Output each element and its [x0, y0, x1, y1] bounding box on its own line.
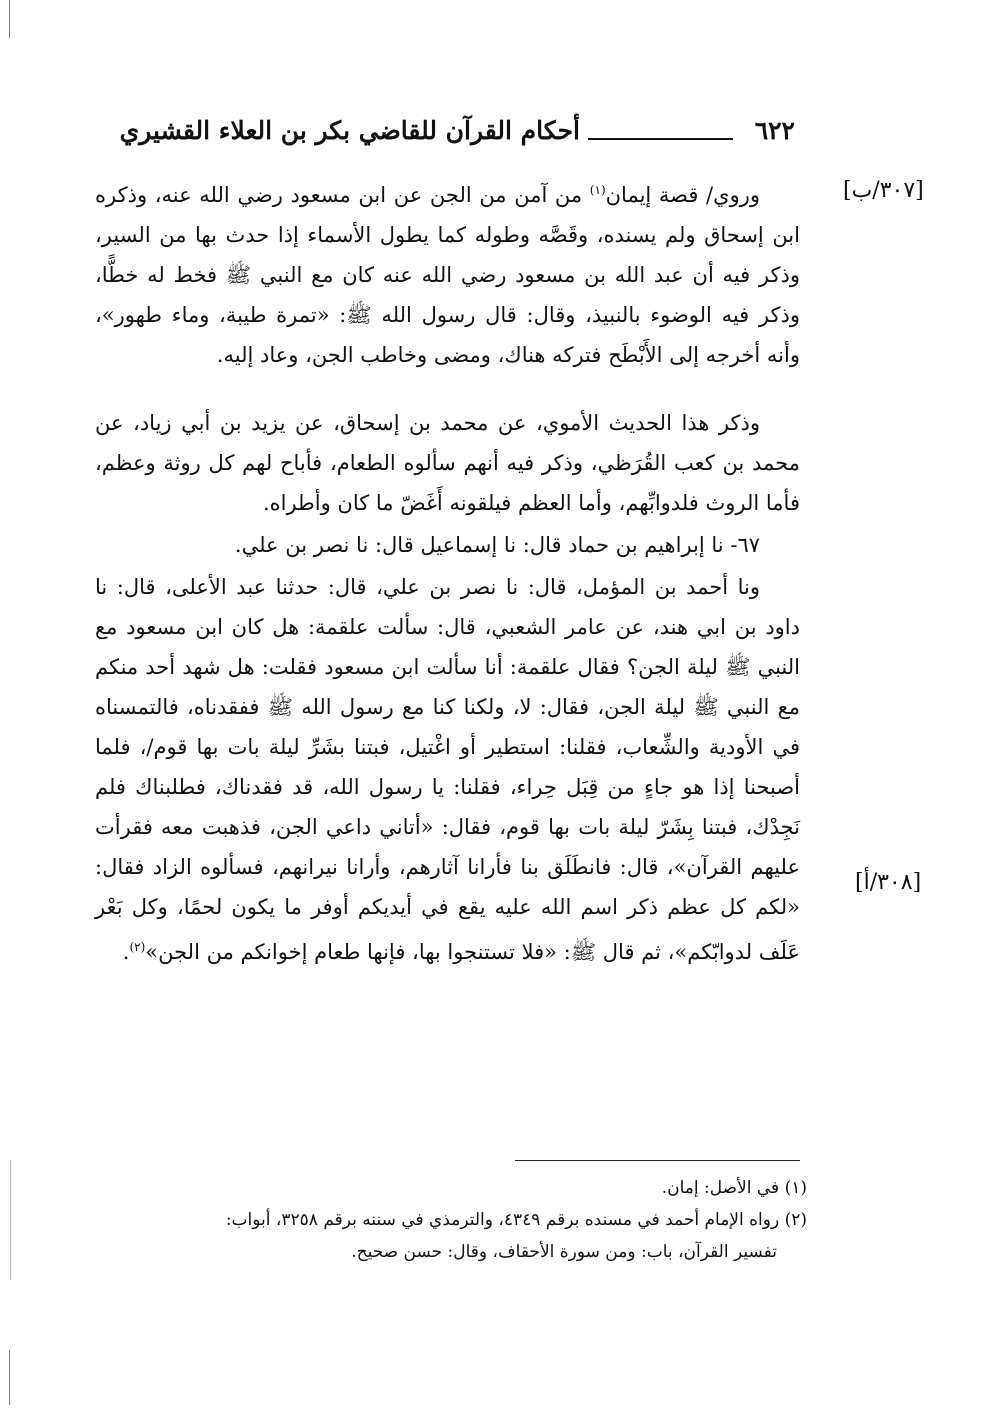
footnote-2 [95, 1204, 807, 1268]
footnote-1: (١) في الأصل: إمان. [661, 1178, 807, 1198]
footnote-ref-2: (٢) [129, 940, 146, 954]
scan-edge-top [9, 0, 10, 38]
scan-edge-mid [10, 1160, 11, 1280]
page-number: ٦٢٢ [754, 116, 795, 145]
header-rule [588, 138, 733, 140]
running-title: أحكام القرآن للقاضي بكر بن العلاء القشيري [119, 116, 580, 145]
footnote-2-line-2: تفسير القرآن، باب: ومن سورة الأحقاف، وقال: حسن صحيح. [351, 1242, 777, 1262]
page-header [90, 112, 795, 172]
margin-reference-2: [٣٠٨/أ] [855, 870, 922, 895]
footnotes [95, 1172, 807, 1268]
paragraph-1-rest: من آمن من الجن عن ابن مسعود رضي الله عنه، وذكره ابن إسحاق ولم يسنده، وقَصَّه وطوله كما يطول الأسماء إذا حدث بها من السير، وذكر فيه أن عبد الله بن مسعود رضي الله عنه كان مع النبي ﷺ فخط له خطًّا، وذكر فيه الوضوء بالنبيذ، وقال: قال رسول الله ﷺ: «تمرة طيبة، وماء طهور»، وأنه أخرجه إلى الأَبْطَح فتركه هناك، ومضى وخاطب الجن، وعاد إليه. [95, 183, 800, 367]
margin-reference-1: [٣٠٧/ب] [843, 178, 924, 203]
footnote-separator [515, 1160, 800, 1161]
paragraph-1 [95, 170, 800, 375]
paragraph-1-start: وروي/ قصة إيمان [605, 183, 760, 207]
paragraph-4 [95, 567, 800, 972]
paragraph-4-text: ونا أحمد بن المؤمل، قال: نا نصر بن علي، قال: حدثنا عبد الأعلى، قال: نا داود بن ابي هند، عن عامر الشعبي، قال: سألت علقمة: هل كان ابن مسعود مع النبي ﷺ ليلة الجن؟ فقال علقمة: أنا سألت ابن مسعود فقلت: هل شهد أحد منكم مع النبي ﷺ ليلة الجن، فقال: لا، ولكنا كنا مع رسول الله ﷺ ففقدناه، فالتمسناه في الأودية والشِّعاب، فقلنا: استطير أو اغْتيل، فبتنا بشَرِّ ليلة بات بها قوم/، فلما أصبحنا إذا هو جاءٍ من قِبَل حِراء، فقلنا: يا رسول الله، قد فقدناك، فطلبناك فلم نَجِدْك، فبتنا بِشَرّ ليلة بات بها قوم، فقال: «أتاني داعي الجن، فذهبت معه فقرأت عليهم القرآن»، قال: فانطَلَق بنا فأرانا آثارهم، وأرانا نيرانهم، فسألوه الزاد فقال: «لكم كل عظم ذكر اسم الله عليه يقع في أيديكم أوفر ما يكون لحمًا، وكل بَعْر عَلَف لدوابّكم»، ثم قال ﷺ: «فلا تستنجوا بها، فإنها طعام إخوانكم من الجن» [95, 575, 800, 964]
main-text [95, 170, 800, 972]
paragraph-3: ٦٧- نا إبراهيم بن حماد قال: نا إسماعيل قال: نا نصر بن علي. [234, 533, 760, 557]
paragraph-4-end: . [122, 940, 130, 964]
paragraph-2: وذكر هذا الحديث الأموي، عن محمد بن إسحاق، عن يزيد بن أبي زياد، عن محمد بن كعب القُرَظي، وذكر فيه أنهم سألوه الطعام، فأباح لهم كل روثة وعظم، فأما الروث فلدوابِّهم، وأما العظم فيلقونه أَغَضّ ما كان وأطراه. [95, 411, 800, 515]
footnote-ref-1: (١) [589, 183, 606, 197]
footnote-2-line-1: (٢) رواه الإمام أحمد في مسنده برقم ٤٣٤٩، والترمذي في سننه برقم ٣٢٥٨، أبواب: [225, 1210, 807, 1230]
scan-edge-bottom [9, 1350, 10, 1405]
